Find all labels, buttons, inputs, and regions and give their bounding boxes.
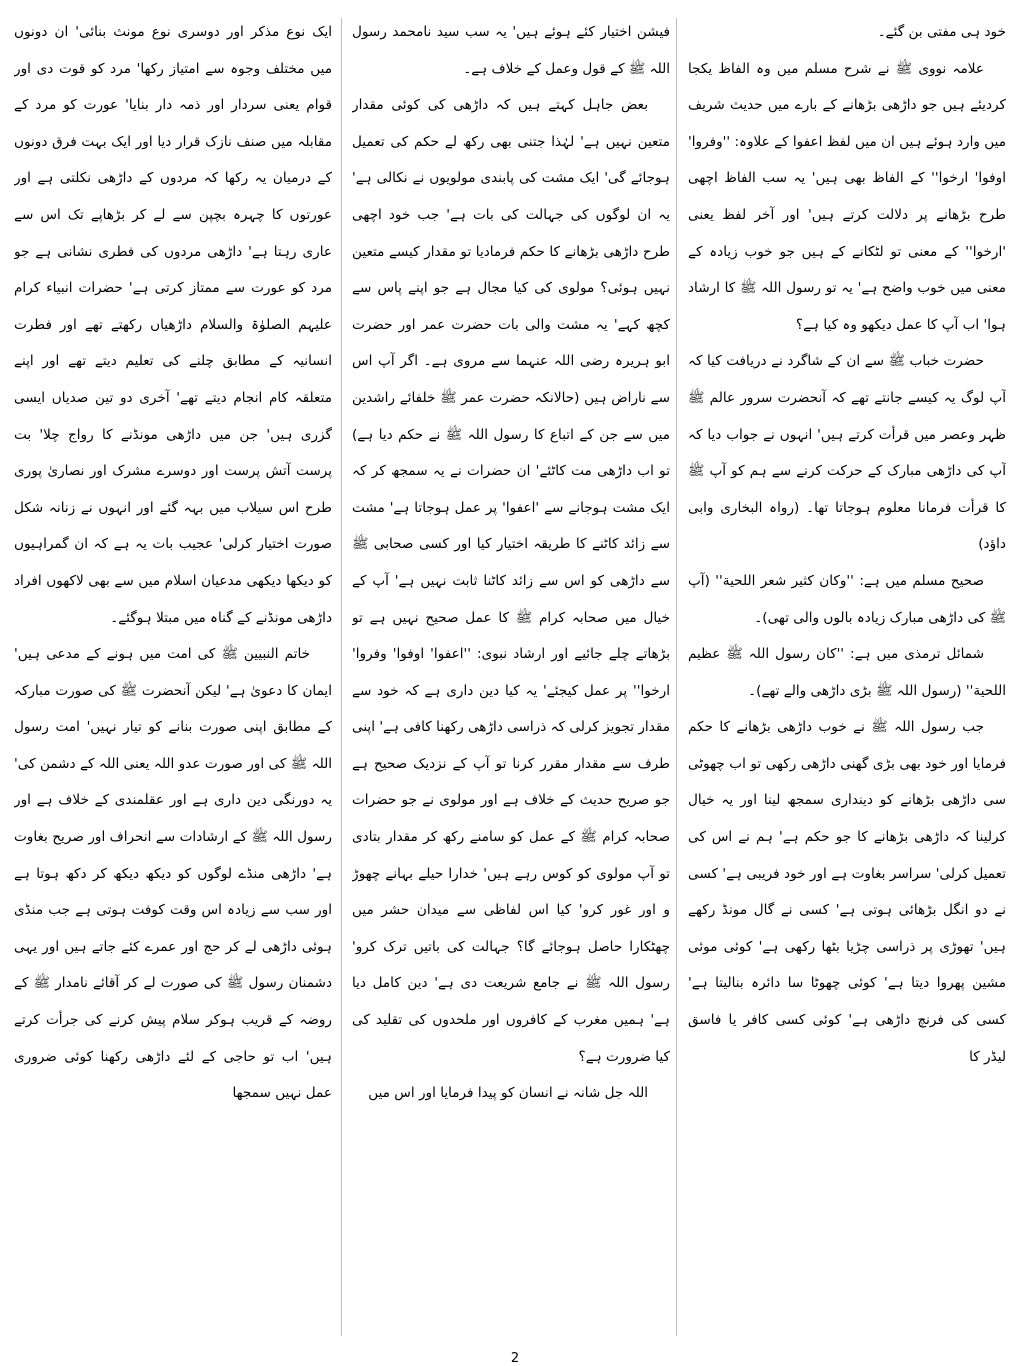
- paragraph: علامہ نووی ﷺ نے شرح مسلم میں وہ الفاظ یکجا کردیئے ہیں جو داڑھی بڑھانے کے بارے میں حدیث شریف میں وارد ہوئے ہیں ان میں لفظ اعفوا کے علاوہ: ''وفروا' اوفوا' ارخوا'' کے الفاظ بھی ہیں' یہ سب الفاظ اچھی طرح بڑھانے پر دلالت کرتے ہیں' اور آخر لفظ یعنی 'ارخوا'' کے معنی تو لٹکانے کے ہیں جو خوب زیادہ کے معنی میں خوب واضح ہے' یہ تو رسول اللہ ﷺ کا ارشاد ہوا' اب آپ کا عمل دیکھو وہ کیا ہے؟: [688, 60, 1006, 333]
- text-column-left: [14, 14, 332, 1346]
- paragraph: اللہ جل شانہ نے انسان کو پیدا فرمایا اور اس میں: [368, 1085, 648, 1102]
- paragraph: خود ہی مفتی بن گئے۔: [877, 24, 1006, 40]
- paragraph: جب رسول اللہ ﷺ نے خوب داڑھی بڑھانے کا حکم فرمایا اور خود بھی بڑی گھنی داڑھی رکھی تو اب چھوٹی سی داڑھی بڑھانے کو دینداری سمجھ لینا اور یہ خیال کرلینا کہ داڑھی بڑھانے کا جو حکم ہے' ہم نے اس کی تعمیل کرلی' سراسر بغاوت ہے اور خود فریبی ہے' کسی نے دو انگل بڑھائی ہوتی ہے' کسی نے گال مونڈ رکھے ہیں' تھوڑی پر ذراسی چڑیا بٹھا رکھی ہے' کوئی موئی مشین پھروا دیتا ہے' کوئی چھوٹا سا دائرہ بنالیتا ہے' کسی کی فرنچ داڑھی ہے' کوئی کسی کافر یا فاسق لیڈر کا: [688, 719, 1006, 1065]
- paragraph: حضرت خباب ﷺ سے ان کے شاگرد نے دریافت کیا کہ آپ لوگ یہ کیسے جانتے تھے کہ آنحضرت سرور عالم ﷺ ظہر وعصر میں قرأت کرتے ہیں' انہوں نے جواب دیا کہ آپ کی داڑھی مبارک کے حرکت کرنے سے ہم کو آپ ﷺ کا قرأت فرمانا معلوم ہوجاتا تھا۔ (رواہ البخاری وابی داؤد): [688, 353, 1006, 553]
- text-column-right: [688, 14, 1006, 1346]
- column-divider: [341, 18, 342, 1336]
- paragraph: فیشن اختیار کئے ہوئے ہیں' یہ سب سید نامحمد رسول اللہ ﷺ کے قول وعمل کے خلاف ہے۔: [352, 24, 670, 77]
- text-column-middle: [352, 14, 670, 1346]
- column-divider: [676, 18, 677, 1336]
- paragraph: خاتم النبیین ﷺ کی امت میں ہونے کے مدعی ہیں' ایمان کا دعویٰ ہے' لیکن آنحضرت ﷺ کی صورت مبارکہ کے مطابق اپنی صورت بنانے کو تیار نہیں' امت رسول اللہ ﷺ کی اور صورت عدو اللہ یعنی اللہ کے دشمن کی' یہ دورنگی دین داری ہے اور عقلمندی کے خلاف ہے اور رسول اللہ ﷺ کے ارشادات سے انحراف اور صریح بغاوت ہے' داڑھی منڈے لوگوں کو دیکھ دیکھ کر دکھ ہوتا ہے اور سب سے زیادہ اس وقت کوفت ہوتی ہے جب منڈی ہوئی داڑھی لے کر حج اور عمرے کئے جاتے ہیں اور یہی دشمنان رسول ﷺ کی صورت لے کر آقائے نامدار ﷺ کے روضہ کے قریب ہوکر سلام پیش کرنے کی جرأت کرتے ہیں' اب تو حاجی کے لئے داڑھی رکھنا کوئی ضروری عمل نہیں سمجھا: [14, 646, 332, 1102]
- paragraph: شمائل ترمذی میں ہے: ''کان رسول اللہ ﷺ عظیم اللحیة'' (رسول اللہ ﷺ بڑی داڑھی والے تھے)۔: [688, 646, 1006, 699]
- paragraph: صحیح مسلم میں ہے: ''وکان کثیر شعر اللحیة'' (آپ ﷺ کی داڑھی مبارک زیادہ بالوں والی تھی)۔: [688, 572, 1006, 626]
- paragraph: ایک نوع مذکر اور دوسری نوع مونث بنائی' ان دونوں میں مختلف وجوہ سے امتیاز رکھا' مرد کو قوت دی اور قوام یعنی سردار اور ذمہ دار بنایا' عورت کو مرد کے مقابلہ میں صنف نازک قرار دیا اور ایک بہت فرق دونوں کے درمیان یہ رکھا کہ مردوں کے داڑھی نکلتی ہے اور عورتوں کا چہرہ بچپن سے لے کر بڑھاپے تک اس سے عاری رہتا ہے' داڑھی مردوں کی فطری نشانی ہے جو مرد کو عورت سے ممتاز کرتی ہے' حضرات انبیاء کرام علیہم الصلوٰۃ والسلام داڑھیاں رکھتے تھے اور فطرت انسانیہ کے مطابق چلنے کی تعلیم دیتے تھے اور اپنے متعلقہ کام انجام دیتے تھے' آخری دو تین صدیاں ایسی گزری ہیں' جن میں داڑھی مونڈنے کا رواج چلا' بت پرست آتش پرست اور دوسرے مشرک اور نصاریٰ پوری طرح اس سیلاب میں بہہ گئے اور انہوں نے زنانہ شکل صورت اختیار کرلی' عجیب بات یہ ہے کہ ان گمراہیوں کو دیکھا دیکھی مدعیان اسلام میں سے بھی لاکھوں افراد داڑھی مونڈنے کے گناہ میں مبتلا ہوگئے۔: [14, 24, 332, 626]
- page-number: 2: [510, 1352, 520, 1366]
- paragraph: بعض جاہل کہتے ہیں کہ داڑھی کی کوئی مقدار متعین نہیں ہے' لہٰذا جتنی بھی رکھ لے حکم کی تعمیل ہوجائے گی' ایک مشت کی پابندی مولویوں نے نکالی ہے' یہ ان لوگوں کی جہالت کی بات ہے' جب خود اچھی طرح داڑھی بڑھانے کا حکم فرمادیا تو مقدار کیسے متعین نہیں ہوئی؟ مولوی کی کیا مجال ہے جو اپنے پاس سے کچھ کہے' یہ مشت والی بات حضرت عمر اور حضرت ابو ہریرہ رضی اللہ عنہما سے مروی ہے۔ اگر آپ اس سے ناراض ہیں (حالانکہ حضرت عمر ﷺ خلفائے راشدین میں سے جن کے اتباع کا رسول اللہ ﷺ نے حکم دیا ہے) تو اب داڑھی مت کاٹئے' ان حضرات نے یہ سمجھ کر کہ ایک مشت ہوجانے سے 'اعفوا' پر عمل ہوجاتا ہے' مشت سے زائد کاٹنے کا طریقہ اختیار کیا اور کسی صحابی ﷺ سے داڑھی کو اس سے زائد کاٹنا ثابت نہیں ہے' آپ کے خیال میں صحابہ کرام ﷺ کا عمل صحیح نہیں ہے تو بڑھاتے چلے جائیے اور ارشاد نبوی: ''اعفوا' اوفوا' وفروا' ارخوا'' پر عمل کیجئے' یہ کیا دین داری ہے کہ خود سے مقدار تجویز کرلی کہ ذراسی داڑھی رکھنا کافی ہے' اپنی طرف سے مقدار مقرر کرنا تو آپ کے نزدیک صحیح ہے جو صریح حدیث کے خلاف ہے اور مولوی نے جو حضرات صحابہ کرام ﷺ کے عمل کو سامنے رکھ کر مقدار بتادی تو آپ مولوی کو کوس رہے ہیں' خدارا حیلے بہانے چھوڑ و اور غور کرو' کیا اس لفاظی سے میدان حشر میں چھٹکارا حاصل ہوجائے گا؟ جہالت کی باتیں ترک کرو' رسول اللہ ﷺ نے جامع شریعت دی ہے' دین کامل دیا ہے' ہمیں مغرب کے کافروں اور ملحدوں کی تقلید کی کیا ضرورت ہے؟: [352, 97, 670, 1065]
